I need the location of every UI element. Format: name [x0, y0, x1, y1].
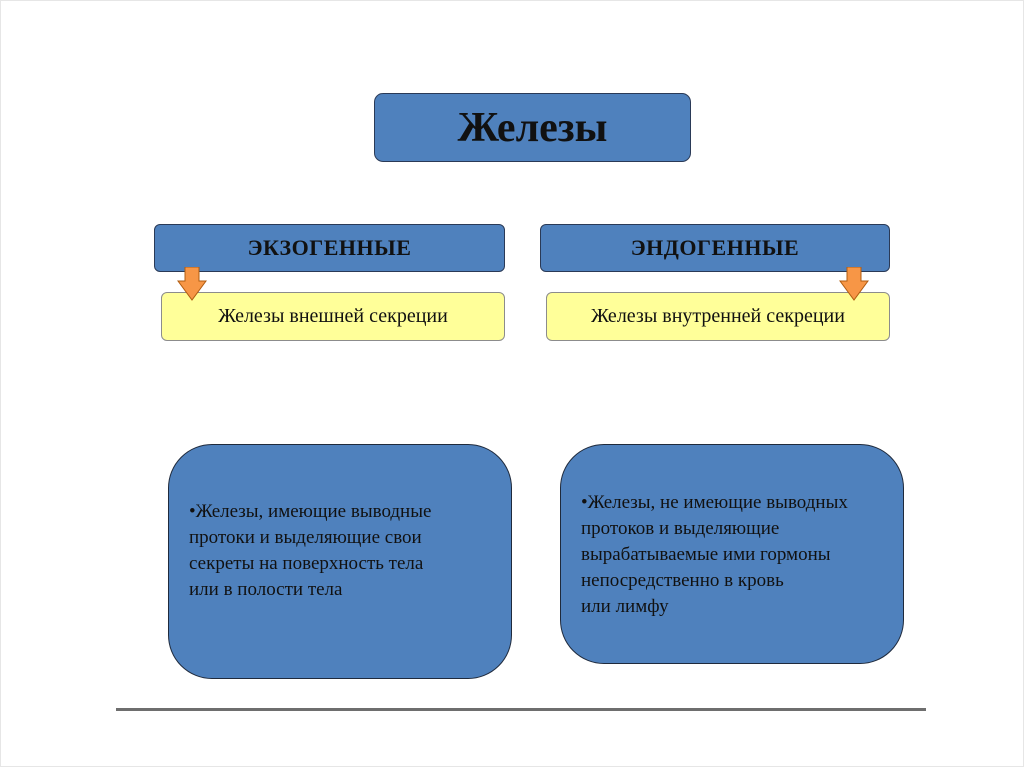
- divider: [116, 708, 926, 711]
- description-line: вырабатываемые ими гормоны: [581, 544, 831, 565]
- description-line: •Железы, имеющие выводные: [189, 501, 432, 522]
- category-endogenous-label: ЭНДОГЕННЫЕ: [630, 235, 800, 260]
- description-line: или лимфу: [581, 596, 669, 617]
- category-exogenous-label: ЭКЗОГЕННЫЕ: [247, 235, 412, 260]
- description-line: протоков и выделяющие: [581, 518, 780, 539]
- description-line: секреты на поверхность тела: [189, 553, 424, 574]
- category-endogenous: [540, 224, 890, 272]
- description-line: или в полости тела: [189, 579, 343, 600]
- diagram-title: [374, 93, 691, 162]
- category-exogenous: [154, 224, 505, 272]
- diagram-title-text: Железы: [457, 104, 608, 151]
- description-endogenous: [560, 444, 904, 664]
- down-arrow-icon: [177, 267, 207, 301]
- description-line: протоки и выделяющие свои: [189, 527, 422, 548]
- down-arrow-icon: [839, 267, 869, 301]
- description-line: •Железы, не имеющие выводных: [581, 492, 848, 513]
- description-exogenous: [168, 444, 512, 679]
- description-line: непосредственно в кровь: [581, 570, 784, 591]
- subtitle-endogenous-text: Железы внутренней секреции: [591, 305, 845, 327]
- subtitle-exogenous-text: Железы внешней секреции: [218, 305, 448, 327]
- subtitle-exogenous: [161, 292, 505, 341]
